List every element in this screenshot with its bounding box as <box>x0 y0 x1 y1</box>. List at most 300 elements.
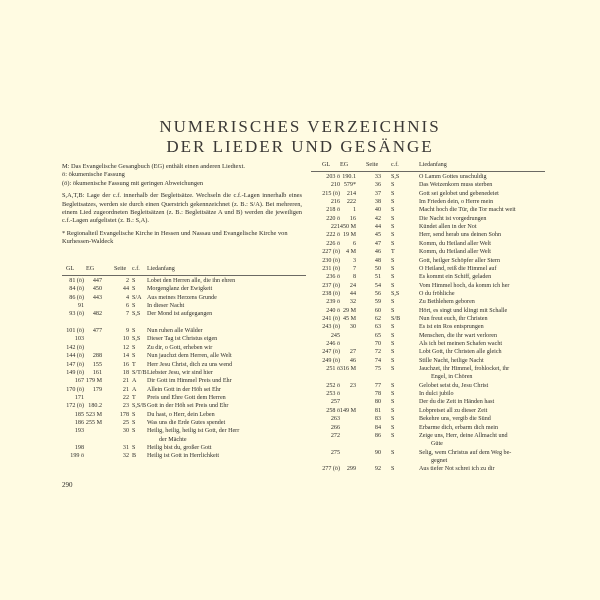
cell-lied: Güte <box>431 441 443 448</box>
cell-gl: 221 <box>330 224 340 231</box>
cell-seite: 6 <box>125 303 129 310</box>
cell-seite: 2 <box>125 278 129 284</box>
cell-cf: S <box>132 411 136 418</box>
cell-eg: 299 <box>346 466 356 473</box>
cell-seite: 9 <box>125 328 129 335</box>
cell-gl: 227 (ö) <box>322 249 340 256</box>
cell-eg: 6 <box>352 240 356 247</box>
right-table-header <box>311 162 545 172</box>
cell-seite: 22 <box>122 394 129 401</box>
cell-lied: In dulci jubilo <box>419 391 454 398</box>
header-cf: c.f. <box>391 162 399 168</box>
cell-gl: 237 (ö) <box>322 282 340 289</box>
cell-seite: 62 <box>374 315 381 322</box>
cell-cf: T <box>391 249 395 256</box>
cell-lied: Lobpreiset all zu dieser Zeit <box>419 407 488 414</box>
cell-gl: 199 ö <box>70 453 84 460</box>
cell-eg: 1 <box>352 207 356 214</box>
table-row <box>311 425 545 433</box>
table-row <box>62 320 306 328</box>
cell-cf: S <box>391 399 395 406</box>
cell-lied: Kündet allen in der Not <box>419 224 477 231</box>
table-row <box>311 349 545 357</box>
table-row <box>311 399 545 407</box>
table-row <box>311 241 545 249</box>
table-row <box>311 416 545 424</box>
cell-lied: Vom Himmel hoch, da komm ich her <box>419 282 510 289</box>
cell-seite: 45 <box>374 232 381 239</box>
table-row <box>62 378 306 386</box>
cell-gl: 230 (ö) <box>322 257 340 264</box>
table-row <box>311 216 545 224</box>
cell-eg: 19 M <box>342 232 356 239</box>
cell-gl: 243 (ö) <box>322 324 340 331</box>
cell-gl: 277 (ö) <box>322 466 340 473</box>
cell-lied: Komm, du Heiland aller Welt <box>419 240 491 247</box>
cell-lied: Dieser Tag ist Christus eigen <box>147 336 218 343</box>
cell-cf: A <box>132 378 137 385</box>
table-row <box>311 199 545 207</box>
right-index-table <box>311 162 545 472</box>
table-row <box>311 408 545 416</box>
cell-cf: S <box>391 332 395 339</box>
table-row <box>62 395 306 403</box>
cell-seite: 37 <box>374 190 381 197</box>
cell-lied: Der du die Zeit in Händen hast <box>419 399 495 406</box>
cell-seite: 80 <box>374 399 381 406</box>
table-row <box>62 362 306 370</box>
cell-eg: 8 <box>352 274 356 281</box>
cell-cf: S <box>391 466 395 473</box>
cell-seite: 21 <box>122 378 129 385</box>
cell-cf: S <box>391 274 395 281</box>
cell-lied: Macht hoch die Tür, die Tor macht weit <box>419 207 516 214</box>
cell-cf: S <box>391 449 395 456</box>
cell-seite: 12 <box>122 344 129 351</box>
cell-lied: der Mächte <box>159 436 187 443</box>
cell-eg: 16 <box>349 215 356 222</box>
table-row <box>311 266 545 274</box>
cell-gl: 81 (ö) <box>69 278 84 284</box>
cell-seite: 92 <box>374 466 381 473</box>
cell-seite: 38 <box>374 199 381 206</box>
table-row <box>311 316 545 324</box>
cell-gl: 210 <box>330 182 340 189</box>
cell-cf: S <box>132 428 136 435</box>
cell-eg: 45 M <box>342 315 356 322</box>
cell-gl: 253 ö <box>326 391 340 398</box>
header-cf: c.f. <box>132 266 140 272</box>
cell-gl: 186 <box>74 419 84 426</box>
cell-gl: 91 <box>77 303 84 310</box>
table-row <box>311 458 545 466</box>
cell-gl: 238 (ö) <box>322 290 340 297</box>
header-eg: EG <box>86 266 95 272</box>
cell-lied: Gelobet seist du, Jesu Christ <box>419 382 489 389</box>
cell-cf: S <box>391 199 395 206</box>
cell-cf: B <box>132 453 137 460</box>
cell-cf: S <box>391 424 395 431</box>
cell-lied: Allein Gott in der Höh sei Ehr <box>147 386 221 393</box>
cell-cf: T <box>132 361 136 368</box>
cell-cf: S <box>391 357 395 364</box>
cell-cf: S,S <box>132 311 141 318</box>
table-row <box>311 207 545 215</box>
cell-cf: S <box>391 366 395 373</box>
cell-gl: 226 ö <box>326 240 340 247</box>
cell-lied: Komm, du Heiland aller Welt <box>419 249 491 256</box>
cell-cf: S <box>391 282 395 289</box>
cell-gl: 251 ö <box>326 366 340 373</box>
cell-seite: 63 <box>374 324 381 331</box>
cell-lied: Selig, wem Christus auf dem Weg be- <box>419 449 512 456</box>
table-row <box>311 450 545 458</box>
table-row <box>311 182 545 190</box>
cell-cf: S,S/B <box>132 403 147 410</box>
cell-eg: 179 M <box>85 378 102 385</box>
table-row <box>62 295 306 303</box>
cell-cf: S,S <box>391 290 400 297</box>
cell-lied: In dieser Nacht <box>147 303 185 310</box>
cell-cf: S <box>391 324 395 331</box>
cell-seite: 36 <box>374 182 381 189</box>
cell-seite: 74 <box>374 357 381 364</box>
table-row <box>311 324 545 332</box>
cell-cf: S <box>391 240 395 247</box>
cell-eg: 523 M <box>85 411 102 418</box>
cell-cf: S <box>132 303 136 310</box>
cell-eg: 180.2 <box>88 403 102 410</box>
cell-lied: O du fröhliche <box>419 290 455 297</box>
cell-gl: 247 (ö) <box>322 349 340 356</box>
cell-lied: Preis und Ehre Gott dem Herren <box>147 394 226 401</box>
cell-lied: Stille Nacht, heilige Nacht <box>419 357 484 364</box>
cell-lied: Das Weizenkorn muss sterben <box>419 182 493 189</box>
cell-seite: 65 <box>374 332 381 339</box>
cell-lied: Was uns die Erde Gutes spendet <box>147 419 226 426</box>
table-row <box>311 308 545 316</box>
cell-eg: 450 <box>92 286 102 293</box>
cell-eg: 46 <box>349 357 356 364</box>
page-title-line-1: NUMERISCHES VERZEICHNIS <box>159 117 441 136</box>
table-row <box>62 403 306 411</box>
cell-seite: 75 <box>374 366 381 373</box>
cell-seite: 7 <box>125 311 129 318</box>
cell-eg: 443 <box>92 294 102 301</box>
cell-eg: 4 M <box>346 249 356 256</box>
cell-eg: 214 <box>346 190 356 197</box>
table-row <box>311 366 545 374</box>
cell-eg: 155 <box>92 361 102 368</box>
cell-lied: Der Mond ist aufgegangen <box>147 311 213 318</box>
cell-seite: 56 <box>374 290 381 297</box>
cell-lied: Als ich bei meinen Schafen wacht <box>419 341 503 347</box>
cell-cf: S,S <box>132 336 141 343</box>
header-gl: GL <box>66 266 75 272</box>
cell-gl: 171 <box>74 394 84 401</box>
cell-gl: 245 <box>330 332 340 339</box>
cell-lied: Erbarme dich, erbarm dich mein <box>419 424 499 431</box>
table-row <box>62 345 306 353</box>
cell-cf: S <box>391 299 395 306</box>
cell-cf: T <box>132 394 136 401</box>
cell-gl: 198 <box>74 445 84 451</box>
cell-gl: 216 <box>330 199 340 206</box>
cell-lied: Gott, heilger Schöpfer aller Stern <box>419 257 501 264</box>
cell-gl: 241 (ö) <box>322 315 340 322</box>
table-row <box>62 336 306 344</box>
cell-seite: 44 <box>374 224 381 231</box>
cell-cf: S <box>132 445 136 451</box>
cell-seite: 21 <box>122 386 129 393</box>
table-row <box>311 291 545 299</box>
cell-lied: Bekehre uns, vergib die Sünd <box>419 416 491 423</box>
cell-lied: Liebster Jesu, wir sind hier <box>147 369 213 376</box>
cell-lied: Morgenglanz der Ewigkeit <box>147 286 213 293</box>
cell-lied: Hört, es singt und klingt mit Schalle <box>419 307 508 314</box>
cell-cf: S <box>391 382 395 389</box>
table-row <box>62 311 306 319</box>
cell-lied: Gott in der Höh sei Preis und Ehr <box>147 403 229 410</box>
cell-eg: 579* <box>343 182 356 189</box>
cell-seite: 18 <box>122 369 129 376</box>
cell-lied: Gott sei gelobet und gebenedeiet <box>419 190 499 197</box>
cell-seite: 51 <box>374 274 381 281</box>
table-row <box>311 341 545 349</box>
header-gl: GL <box>322 162 331 168</box>
cell-cf: S <box>132 328 136 335</box>
cell-lied: Nun jauchzt dem Herren, alle Welt <box>147 353 232 360</box>
cell-seite: 31 <box>122 445 129 451</box>
header-seite: Seite <box>114 266 127 272</box>
cell-seite: 78 <box>374 391 381 398</box>
table-row <box>62 387 306 395</box>
cell-eg: 32 <box>349 299 356 306</box>
cell-gl: 203 ö <box>326 174 340 180</box>
table-row <box>62 453 306 461</box>
cell-gl: 275 <box>330 449 340 456</box>
cell-eg: 27 <box>349 349 356 356</box>
cell-cf: S <box>391 207 395 214</box>
cell-cf: S <box>391 407 395 414</box>
table-row <box>311 383 545 391</box>
table-row <box>62 420 306 428</box>
cell-eg: 179 <box>92 386 102 393</box>
cell-eg: 24 <box>349 282 356 289</box>
cell-gl: 272 <box>330 432 340 439</box>
note-oe: ö: ökumenische Fassung <box>62 171 125 179</box>
table-row <box>311 224 545 232</box>
table-row <box>311 232 545 240</box>
cell-gl: 240 ö <box>326 307 340 314</box>
cell-seite: 16 <box>122 361 129 368</box>
note-regional: * Regionalteil Evangelische Kirche in Hessen und Nassau und Evangelische Kirche von Kurhessen-Waldeck <box>62 229 288 246</box>
table-row <box>311 174 545 182</box>
cell-seite: 23 <box>122 403 129 410</box>
cell-eg: 477 <box>92 328 102 335</box>
cell-gl: 252 ö <box>326 382 340 389</box>
cell-gl: 266 <box>330 424 340 431</box>
cell-lied: Lobt Gott, ihr Christen alle gleich <box>419 349 502 356</box>
header-seite: Seite <box>366 162 379 168</box>
cell-cf: S <box>391 215 395 222</box>
table-row <box>62 370 306 378</box>
cell-seite: 48 <box>374 257 381 264</box>
cell-gl: 257 <box>330 399 340 406</box>
cell-gl: 103 <box>74 336 84 343</box>
cell-cf: S <box>132 353 136 360</box>
cell-lied: Im Frieden dein, o Herre mein <box>419 199 494 206</box>
left-table-header <box>62 266 306 276</box>
cell-seite: 59 <box>374 299 381 306</box>
left-index-table <box>62 266 306 476</box>
cell-lied: Heilig bist du, großer Gott <box>147 445 212 451</box>
cell-eg: 3 <box>352 257 356 264</box>
cell-seite: 60 <box>374 307 381 314</box>
cell-cf: A <box>132 386 137 393</box>
table-row <box>62 328 306 336</box>
cell-lied: Dir Gott im Himmel Preis und Ehr <box>147 378 232 385</box>
cell-cf: S <box>132 278 136 284</box>
table-row <box>311 258 545 266</box>
cell-seite: 81 <box>374 407 381 414</box>
cell-seite: 50 <box>374 265 381 272</box>
note-satb: S,A,T,B: Lage der c.f. innerhalb der Begleitsätze. Wechseln die c.f.-Lagen innerhalb eines Begleitsatzes, werden sie durch einen Querstrich gekennzeichnet (z. B.: S/A). Bei mehreren, einem Lied zugeordneten Begleitsätzen (z. B.: Begleitsätze A und B) werden die jeweiligen c.f.-Lagen aufgelistet (z. B.: S,A). <box>62 192 302 225</box>
cell-gl: 258 ö <box>326 407 340 414</box>
cell-eg: 316 M <box>339 366 356 373</box>
cell-lied: Die Nacht ist vorgedrungen <box>419 215 487 222</box>
cell-gl: 149 (ö) <box>66 369 84 376</box>
cell-gl: 236 ö <box>326 274 340 281</box>
legend-notes <box>62 163 302 251</box>
cell-cf: S <box>132 419 136 426</box>
cell-seite: 40 <box>374 207 381 214</box>
cell-cf: S <box>132 344 136 351</box>
cell-lied: Heilig, heilig, heilig ist Gott, der Herr <box>147 428 240 435</box>
cell-cf: S <box>391 182 395 189</box>
cell-eg: 450 M <box>339 224 356 231</box>
table-row <box>62 412 306 420</box>
cell-gl: 144 (ö) <box>66 353 84 360</box>
cell-seite: 70 <box>374 341 381 347</box>
cell-lied: Aus meines Herzens Grunde <box>147 294 217 301</box>
cell-gl: 93 (ö) <box>69 311 84 318</box>
cell-gl: 170 (ö) <box>66 386 84 393</box>
cell-seite: 46 <box>374 249 381 256</box>
cell-lied: Es ist ein Ros entsprungen <box>419 324 484 331</box>
cell-gl: 86 (ö) <box>69 294 84 301</box>
cell-eg: 482 <box>92 311 102 318</box>
cell-lied: Zeige uns, Herr, deine Allmacht und <box>419 432 508 439</box>
cell-eg: 447 <box>92 278 102 284</box>
cell-gl: 172 (ö) <box>66 403 84 410</box>
cell-lied: Du hast, o Herr, dein Leben <box>147 411 215 418</box>
cell-gl: 246 ö <box>326 341 340 347</box>
cell-cf: S/T/B <box>132 369 147 376</box>
cell-cf: S <box>391 257 395 264</box>
header-liedanfang: Liedanfang <box>419 162 447 168</box>
cell-cf: S/B <box>391 315 401 322</box>
cell-seite: 77 <box>374 382 381 389</box>
note-eg: M: Das Evangelische Gesangbuch (EG) enthält einen anderen Liedtext. <box>62 163 245 170</box>
cell-lied: Herr, send herab uns deinen Sohn <box>419 232 502 239</box>
table-row <box>62 437 306 445</box>
cell-eg: 30 <box>349 324 356 331</box>
cell-gl: 231 (ö) <box>322 265 340 272</box>
cell-eg: 255 M <box>85 419 102 426</box>
table-row <box>311 374 545 382</box>
cell-eg: 44 <box>349 290 356 297</box>
table-row <box>311 466 545 474</box>
cell-gl: 185 <box>74 411 84 418</box>
cell-lied: Nun ruhen alle Wälder <box>147 328 203 335</box>
cell-seite: 90 <box>374 449 381 456</box>
cell-gl: 220 ö <box>326 215 340 222</box>
page-number: 290 <box>62 481 73 489</box>
cell-seite: 14 <box>122 353 129 360</box>
cell-cf: S/A <box>132 294 142 301</box>
table-row <box>311 433 545 441</box>
table-row <box>62 428 306 436</box>
header-liedanfang: Liedanfang <box>147 266 175 272</box>
cell-seite: 25 <box>122 419 129 426</box>
cell-seite: 4 <box>125 294 129 301</box>
cell-lied: Herr Jesu Christ, dich zu uns wend <box>147 361 233 368</box>
cell-seite: 32 <box>122 453 129 460</box>
cell-gl: 215 (ö) <box>322 190 340 197</box>
cell-seite: 30 <box>122 428 129 435</box>
cell-lied: gegnet <box>431 457 448 464</box>
table-row <box>62 278 306 286</box>
cell-lied: Nun freut euch, ihr Christen <box>419 315 488 322</box>
cell-lied: Zu dir, o Gott, erheben wir <box>147 344 213 351</box>
cell-eg: 190.1 <box>342 174 356 180</box>
cell-lied: Lobet den Herren alle, die ihn ehren <box>147 278 236 284</box>
cell-lied: Zu Bethlehem geboren <box>419 299 475 306</box>
page-title-line-2: DER LIEDER UND GESÄNGE <box>166 137 434 156</box>
cell-gl: 218 ö <box>326 207 340 214</box>
table-row <box>311 249 545 257</box>
cell-gl: 263 <box>330 416 340 423</box>
table-row <box>311 358 545 366</box>
cell-gl: 193 <box>74 428 84 435</box>
cell-lied: Engel, in Chören <box>431 374 473 381</box>
cell-seite: 54 <box>374 282 381 289</box>
cell-seite: 84 <box>374 424 381 431</box>
cell-gl: 142 (ö) <box>66 344 84 351</box>
cell-cf: S <box>391 341 395 347</box>
header-eg: EG <box>340 162 349 168</box>
table-row <box>62 353 306 361</box>
cell-seite: 178 <box>119 411 129 418</box>
table-row <box>311 299 545 307</box>
cell-eg: 7 <box>352 265 356 272</box>
cell-lied: O Lamm Gottes unschuldig <box>419 174 487 180</box>
cell-cf: S <box>391 232 395 239</box>
cell-seite: 47 <box>374 240 381 247</box>
cell-cf: S <box>391 349 395 356</box>
cell-cf: S <box>391 224 395 231</box>
cell-cf: S <box>391 190 395 197</box>
table-row <box>62 445 306 453</box>
note-oe-variant: (ö): ökumenische Fassung mit geringen Abweichungen <box>62 179 204 187</box>
cell-seite: 33 <box>374 174 381 180</box>
cell-seite: 72 <box>374 349 381 356</box>
table-row <box>62 286 306 294</box>
cell-gl: 147 (ö) <box>66 361 84 368</box>
cell-cf: S <box>391 307 395 314</box>
cell-lied: Heilig ist Gott in Herrlichkeit <box>147 453 220 460</box>
